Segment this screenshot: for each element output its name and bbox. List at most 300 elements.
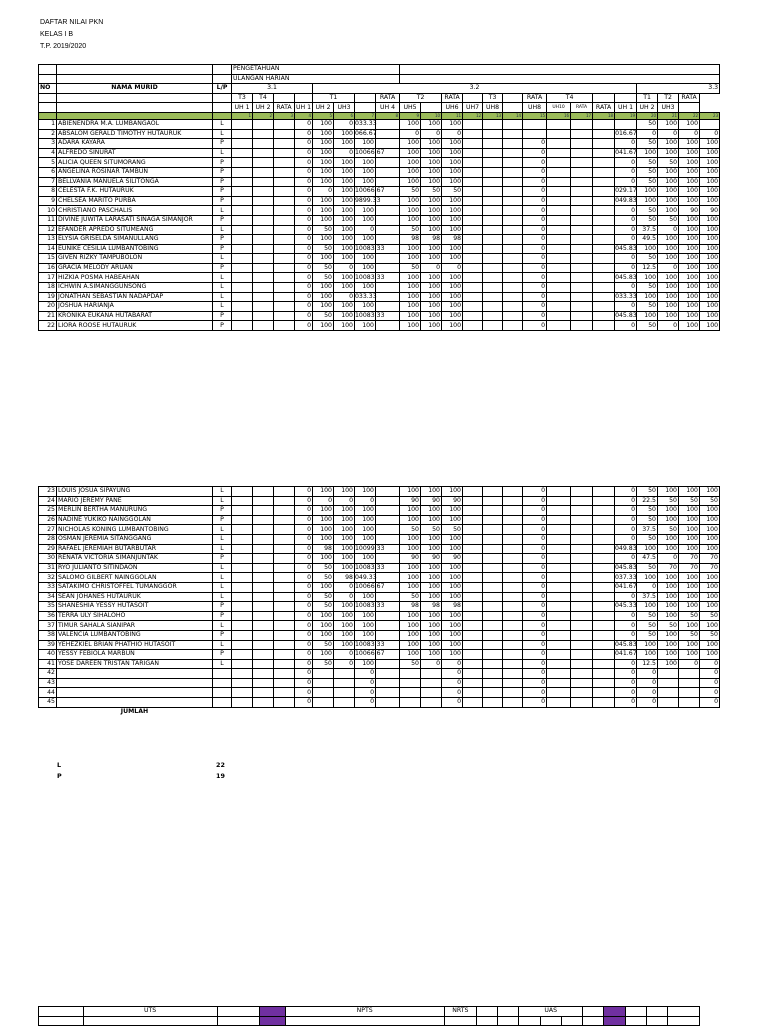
student-name: ALICIA QUEEN SITUMORANG xyxy=(57,158,213,168)
empty-cell xyxy=(274,292,295,302)
score-cell: 0 xyxy=(523,235,547,245)
score-cell: 100 xyxy=(355,554,376,564)
empty-cell xyxy=(571,225,593,235)
score-cell: 100 xyxy=(679,311,700,321)
score-cell: 10083.33 xyxy=(355,602,385,610)
empty-cell xyxy=(463,602,483,612)
row-number: 2 xyxy=(39,129,57,139)
empty-cell xyxy=(463,525,483,535)
score-cell: 0 xyxy=(658,554,679,564)
score-cell: 0 xyxy=(355,496,376,506)
empty-cell xyxy=(547,678,571,688)
empty-cell xyxy=(503,650,523,660)
score-cell xyxy=(700,119,720,129)
row-number: 8 xyxy=(39,187,57,197)
score-cell: 100 xyxy=(700,187,720,197)
empty-cell xyxy=(376,254,400,264)
score-cell: 0 xyxy=(523,321,547,331)
empty-cell xyxy=(547,602,571,612)
empty-cell xyxy=(571,254,593,264)
gender-cell: P xyxy=(213,177,232,187)
score-cell: 50 xyxy=(658,215,679,225)
score-cell: 100 xyxy=(700,283,720,293)
score-cell: 0 xyxy=(700,659,720,669)
score-cell: 100 xyxy=(442,167,463,177)
empty-cell xyxy=(503,525,523,535)
empty-cell xyxy=(232,206,253,216)
score-cell xyxy=(400,669,421,679)
gender-cell: P xyxy=(213,196,232,206)
empty-cell xyxy=(463,582,483,592)
score-cell: 100 xyxy=(400,292,421,302)
score-cell: 50 xyxy=(442,187,463,197)
score-cell: 0 xyxy=(615,630,637,640)
rata-label: RATA xyxy=(274,103,295,113)
gender-cell: L xyxy=(213,592,232,602)
empty-cell xyxy=(483,573,503,583)
empty-cell xyxy=(593,669,615,679)
score-cell: 0 xyxy=(615,283,637,293)
score-cell: 100 xyxy=(400,177,421,187)
row-number: 4 xyxy=(39,148,57,158)
student-name: BELLVANIA MANUELA SILITONGA xyxy=(57,177,213,187)
score-cell: 100 xyxy=(355,592,376,602)
score-cell: 100 xyxy=(421,119,442,129)
score-cell: 041.67 xyxy=(615,583,637,591)
score-cell: 100 xyxy=(334,235,355,245)
empty-cell xyxy=(463,119,483,129)
score-cell: 100 xyxy=(658,506,679,516)
score-cell: 100 xyxy=(400,215,421,225)
score-cell: 0 xyxy=(523,573,547,583)
empty-cell xyxy=(483,496,503,506)
score-cell: 0 xyxy=(523,187,547,197)
empty-cell xyxy=(571,158,593,168)
empty-cell xyxy=(253,640,274,650)
column-index-cell xyxy=(39,112,57,119)
empty-cell xyxy=(571,698,593,708)
score-cell xyxy=(334,669,355,679)
empty-cell xyxy=(503,554,523,564)
gender-cell: P xyxy=(213,506,232,516)
score-cell: 50 xyxy=(637,515,658,525)
empty-cell xyxy=(503,244,523,254)
score-cell: 50 xyxy=(313,263,334,273)
score-cell: 0 xyxy=(700,698,720,708)
student-row xyxy=(39,678,720,688)
empty-cell xyxy=(253,292,274,302)
score-cell: 0 xyxy=(615,263,637,273)
gender-cell: P xyxy=(213,650,232,660)
empty-cell xyxy=(547,487,571,497)
score-cell: 100 xyxy=(355,254,376,264)
empty-cell xyxy=(376,678,400,688)
score-cell xyxy=(658,678,679,688)
score-cell: 029.17 xyxy=(615,187,637,195)
score-cell: 100 xyxy=(442,506,463,516)
score-cell: 0 xyxy=(295,544,313,554)
score-cell: 100 xyxy=(400,640,421,650)
score-cell: 100 xyxy=(355,506,376,516)
score-cell: 0 xyxy=(700,678,720,688)
score-cell: 0 xyxy=(523,544,547,554)
gender-cell: P xyxy=(213,515,232,525)
score-cell xyxy=(421,678,442,688)
score-cell: 90 xyxy=(442,496,463,506)
score-cell: 100 xyxy=(400,311,421,321)
student-row xyxy=(39,235,720,245)
empty-cell xyxy=(593,563,615,573)
score-cell: 100 xyxy=(700,196,720,206)
gender-cell: L xyxy=(213,534,232,544)
row-number: 21 xyxy=(39,311,57,321)
score-cell: 50 xyxy=(313,244,334,254)
score-cell: 0 xyxy=(523,196,547,206)
column-index-cell xyxy=(213,112,232,119)
score-cell: 100 xyxy=(442,621,463,631)
row-number: 12 xyxy=(39,225,57,235)
score-cell: 100 xyxy=(400,244,421,254)
empty-cell xyxy=(232,630,253,640)
score-cell: 100 xyxy=(313,177,334,187)
empty-cell xyxy=(463,263,483,273)
score-cell: 100 xyxy=(679,273,700,283)
score-cell: 37.5 xyxy=(637,225,658,235)
student-row xyxy=(39,602,720,612)
score-cell: 0 xyxy=(295,187,313,197)
score-cell: 100 xyxy=(700,525,720,535)
empty-cell xyxy=(253,621,274,631)
empty-cell xyxy=(483,148,503,158)
score-cell: 100 xyxy=(355,487,376,497)
score-cell: 100 xyxy=(658,592,679,602)
gender-cell: P xyxy=(213,554,232,564)
score-cell: 98 xyxy=(421,602,442,612)
score-cell: 0 xyxy=(442,659,463,669)
empty-cell xyxy=(593,698,615,708)
score-cell: 100 xyxy=(658,119,679,129)
empty-cell xyxy=(571,602,593,612)
score-cell: 100 xyxy=(421,273,442,283)
empty-cell xyxy=(376,167,400,177)
score-cell: 100 xyxy=(442,311,463,321)
empty-cell xyxy=(232,621,253,631)
empty-cell xyxy=(503,187,523,197)
score-cell: 100 xyxy=(679,515,700,525)
score-cell: 100 xyxy=(313,139,334,149)
empty-cell xyxy=(483,177,503,187)
score-cell: 100 xyxy=(313,554,334,564)
empty-cell xyxy=(503,177,523,187)
score-cell: 0 xyxy=(295,119,313,129)
score-cell: 0 xyxy=(523,669,547,679)
empty-cell xyxy=(593,129,615,139)
score-cell: 100 xyxy=(313,292,334,302)
score-cell: 0 xyxy=(523,148,547,158)
student-name: JONATHAN SEBASTIAN NADAPDAP xyxy=(57,292,213,302)
score-cell: 100 xyxy=(400,302,421,312)
score-cell: 50 xyxy=(658,158,679,168)
empty-cell xyxy=(274,167,295,177)
score-cell: 0 xyxy=(334,292,355,302)
score-cell xyxy=(523,119,547,129)
score-cell: 100 xyxy=(637,544,658,554)
empty-cell xyxy=(483,611,503,621)
score-cell: 0 xyxy=(615,698,637,708)
student-name xyxy=(57,678,213,688)
empty-cell xyxy=(376,534,400,544)
score-cell xyxy=(523,129,547,139)
score-cell: 100 xyxy=(700,640,720,650)
empty-cell xyxy=(547,148,571,158)
score-cell: 98 xyxy=(400,235,421,245)
empty-cell xyxy=(253,263,274,273)
score-cell: 049.83 xyxy=(615,544,637,552)
score-cell: 0 xyxy=(295,506,313,516)
score-cell: 100 xyxy=(334,167,355,177)
score-cell: 100 xyxy=(442,292,463,302)
score-cell: 100 xyxy=(658,283,679,293)
empty-cell xyxy=(593,292,615,302)
empty-cell xyxy=(483,167,503,177)
score-cell: 0 xyxy=(334,659,355,669)
score-cell: 0 xyxy=(615,659,637,669)
empty-cell xyxy=(253,534,274,544)
score-cell: 100 xyxy=(700,167,720,177)
score-cell: 100 xyxy=(334,177,355,187)
empty-cell xyxy=(571,244,593,254)
score-cell: 0 xyxy=(295,139,313,149)
empty-cell xyxy=(571,321,593,331)
empty-cell xyxy=(483,544,503,554)
score-cell xyxy=(421,698,442,708)
purple-marker xyxy=(604,1007,625,1017)
column-index-cell: 2 xyxy=(253,112,274,119)
column-index-cell: 6 xyxy=(334,112,355,119)
empty-cell xyxy=(547,292,571,302)
score-cell: 0 xyxy=(355,225,376,235)
score-cell xyxy=(334,698,355,708)
score-cell: 100 xyxy=(700,235,720,245)
empty-cell xyxy=(593,225,615,235)
score-cell: 0 xyxy=(523,554,547,564)
score-cell: 0 xyxy=(295,321,313,331)
empty-cell xyxy=(463,235,483,245)
score-cell: 100 xyxy=(400,544,421,554)
student-row xyxy=(39,292,720,302)
score-cell: 0 xyxy=(295,554,313,564)
empty-cell xyxy=(547,206,571,216)
empty-cell xyxy=(593,263,615,273)
empty-cell xyxy=(253,487,274,497)
empty-cell xyxy=(463,506,483,516)
score-cell: 100 xyxy=(658,544,679,554)
student-row xyxy=(39,640,720,650)
empty-cell xyxy=(376,698,400,708)
empty-cell xyxy=(463,688,483,698)
score-cell: 0 xyxy=(295,515,313,525)
score-cell: 50 xyxy=(637,621,658,631)
empty-cell xyxy=(503,158,523,168)
score-cell: 100 xyxy=(313,302,334,312)
student-name: ICHWIN A.SIMANGGUNSONG xyxy=(57,283,213,293)
rata-label: RATA xyxy=(571,103,593,113)
empty-cell xyxy=(483,158,503,168)
student-name: TERRA ULY SIHALOHO xyxy=(57,611,213,621)
score-cell: 100 xyxy=(313,582,334,592)
score-cell: 100 xyxy=(400,487,421,497)
empty-cell xyxy=(232,283,253,293)
uh1-label: UH 1 xyxy=(295,103,312,111)
empty-cell xyxy=(274,563,295,573)
score-cell: 0 xyxy=(523,254,547,264)
score-cell xyxy=(400,688,421,698)
score-cell: 100 xyxy=(658,630,679,640)
score-cell: 100 xyxy=(313,515,334,525)
gender-cell: P xyxy=(213,139,232,149)
empty-cell xyxy=(232,563,253,573)
empty-cell xyxy=(483,129,503,139)
t2-label: T2 xyxy=(658,93,679,103)
column-index-cell: 1 xyxy=(232,112,253,119)
score-cell: 066.67 xyxy=(355,129,377,137)
score-cell: 045.83 xyxy=(615,640,637,648)
empty-cell xyxy=(593,167,615,177)
score-cell: 0 xyxy=(355,698,376,708)
empty-cell xyxy=(593,611,615,621)
score-cell: 100 xyxy=(400,273,421,283)
empty-cell xyxy=(593,678,615,688)
score-cell: 50 xyxy=(400,263,421,273)
empty-cell xyxy=(232,496,253,506)
empty-cell xyxy=(253,139,274,149)
score-cell: 0 xyxy=(295,177,313,187)
empty-cell xyxy=(463,554,483,564)
score-cell: 0 xyxy=(295,311,313,321)
score-cell: 50 xyxy=(400,187,421,197)
empty-cell xyxy=(483,506,503,516)
empty-cell xyxy=(593,311,615,321)
score-cell: 100 xyxy=(421,215,442,225)
empty-cell xyxy=(547,235,571,245)
empty-cell xyxy=(463,611,483,621)
empty-cell xyxy=(376,235,400,245)
empty-cell xyxy=(571,621,593,631)
empty-cell xyxy=(463,563,483,573)
uh4-label: UH 4 xyxy=(376,103,400,113)
row-number: 40 xyxy=(39,650,57,660)
score-cell: 0 xyxy=(334,263,355,273)
empty-cell xyxy=(503,273,523,283)
score-cell: 100 xyxy=(334,611,355,621)
empty-cell xyxy=(547,534,571,544)
empty-cell xyxy=(376,487,400,497)
student-row xyxy=(39,611,720,621)
score-cell: 049.83 xyxy=(615,196,637,204)
score-cell: 0 xyxy=(313,496,334,506)
score-cell: 100 xyxy=(637,650,658,660)
empty-cell xyxy=(274,129,295,139)
column-index-cell: 23 xyxy=(700,112,720,119)
score-cell: 10083.33 xyxy=(355,312,385,320)
score-cell: 100 xyxy=(679,167,700,177)
gender-cell xyxy=(213,669,232,679)
empty-cell xyxy=(376,283,400,293)
score-cell: 100 xyxy=(334,187,355,197)
empty-cell xyxy=(253,215,274,225)
empty-cell xyxy=(376,177,400,187)
score-cell: 0 xyxy=(679,659,700,669)
empty-cell xyxy=(593,254,615,264)
score-cell: 0 xyxy=(334,592,355,602)
empty-cell xyxy=(547,525,571,535)
student-name: KRONIKA EUKANA HUTABARAT xyxy=(57,311,213,321)
row-number: 24 xyxy=(39,496,57,506)
empty-cell xyxy=(274,582,295,592)
score-cell: 0 xyxy=(295,225,313,235)
score-cell: 90 xyxy=(400,554,421,564)
empty-cell xyxy=(571,640,593,650)
student-row xyxy=(39,630,720,640)
empty-cell xyxy=(593,582,615,592)
empty-cell xyxy=(274,534,295,544)
t2-label: T2 xyxy=(400,93,442,103)
score-cell: 0 xyxy=(295,698,313,708)
score-cell: 50 xyxy=(679,496,700,506)
score-cell: 0 xyxy=(295,611,313,621)
score-cell: 0 xyxy=(334,148,355,158)
empty-cell xyxy=(593,321,615,331)
column-index-cell: 4 xyxy=(295,112,313,119)
score-cell: 0 xyxy=(523,206,547,216)
score-cell: 100 xyxy=(355,167,376,177)
score-cell: 10066.67 xyxy=(355,650,385,658)
empty-cell xyxy=(571,148,593,158)
score-cell: 100 xyxy=(679,487,700,497)
score-cell: 100 xyxy=(334,273,355,283)
empty-cell xyxy=(547,621,571,631)
score-cell xyxy=(313,688,334,698)
empty-cell xyxy=(274,302,295,312)
score-cell: 0 xyxy=(615,688,637,698)
score-cell xyxy=(334,678,355,688)
empty-cell xyxy=(483,254,503,264)
uh1-label: UH 1 xyxy=(232,103,253,113)
score-cell xyxy=(658,698,679,708)
empty-cell xyxy=(547,688,571,698)
empty-cell xyxy=(232,196,253,206)
empty-cell xyxy=(547,273,571,283)
score-cell: 045.83 xyxy=(615,312,637,320)
empty-cell xyxy=(232,129,253,139)
empty-cell xyxy=(376,630,400,640)
score-cell: 90 xyxy=(679,206,700,216)
empty-cell xyxy=(593,554,615,564)
empty-cell xyxy=(571,496,593,506)
score-cell: 100 xyxy=(442,177,463,187)
empty-cell xyxy=(463,273,483,283)
empty-cell xyxy=(274,650,295,660)
score-cell: 100 xyxy=(679,640,700,650)
empty-cell xyxy=(463,621,483,631)
empty-cell xyxy=(253,302,274,312)
score-cell: 0 xyxy=(523,311,547,321)
empty-cell xyxy=(503,573,523,583)
score-cell: 100 xyxy=(355,302,376,312)
score-cell: 100 xyxy=(679,621,700,631)
empty-cell xyxy=(547,215,571,225)
score-cell: 100 xyxy=(421,515,442,525)
